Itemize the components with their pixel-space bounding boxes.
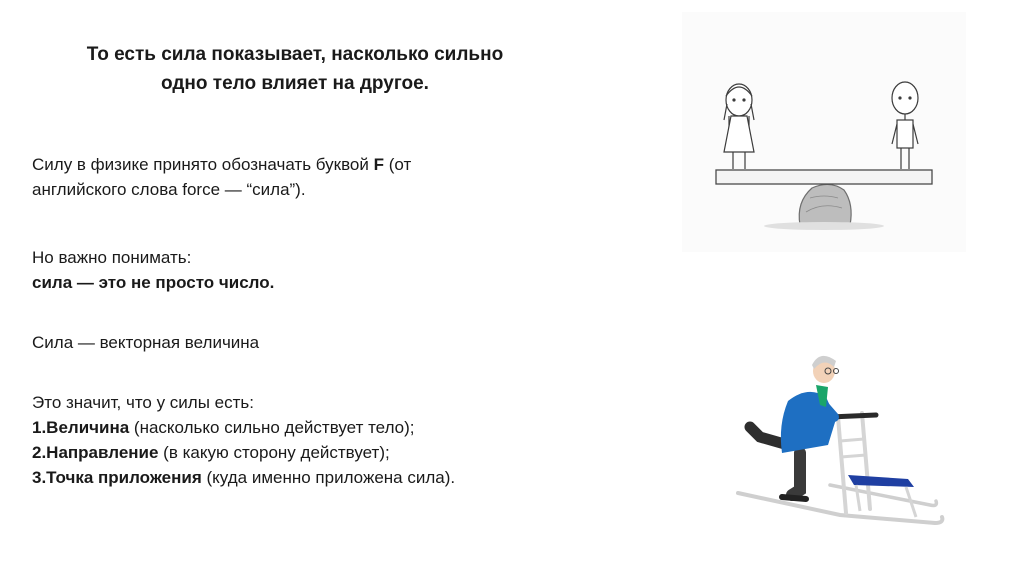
rock-shadow <box>764 222 884 230</box>
list-item-term: 2.Направление <box>32 443 159 462</box>
kick-sled-drawing <box>730 345 970 540</box>
force-notation-paragraph <box>32 152 592 202</box>
list-item <box>32 465 592 490</box>
list-item-desc: (в какую сторону действует); <box>158 443 390 462</box>
title-line-2: одно тело влияет на другое. <box>161 73 429 94</box>
p1-text-post: (от <box>384 155 412 174</box>
important-paragraph <box>32 245 592 295</box>
vector-quantity-paragraph: Сила — векторная величина <box>32 333 260 352</box>
p2-line-1: Но важно понимать: <box>32 248 192 267</box>
p1-letter-f: F <box>373 155 385 174</box>
person-front-leg <box>792 453 800 495</box>
seesaw-plank <box>716 170 932 184</box>
list-item-desc: (насколько сильно действует тело); <box>129 418 415 437</box>
sled-uprights <box>838 413 870 513</box>
seesaw-drawing <box>682 12 966 252</box>
list-item-desc: (куда именно приложена сила). <box>201 468 456 487</box>
p2-line-2: сила — это не просто число. <box>32 273 275 292</box>
seesaw-illustration <box>682 12 966 252</box>
list-item-term: 3.Точка приложения <box>32 468 202 487</box>
p1-line-2: английского слова force — “сила”). <box>32 180 306 199</box>
rock-shape <box>799 184 851 225</box>
list-item <box>32 415 592 440</box>
list-intro: Это значит, что у силы есть: <box>32 393 254 412</box>
slide-title <box>40 40 550 98</box>
force-properties-list <box>32 390 592 490</box>
sled-seat <box>848 475 914 487</box>
list-item-term: 1.Величина <box>32 418 130 437</box>
title-line-1: То есть сила показывает, насколько сильно <box>86 44 504 65</box>
p1-text-pre: Силу в физике принято обозначать буквой <box>32 155 374 174</box>
kick-sled-illustration <box>730 345 970 540</box>
girl-figure <box>724 84 754 169</box>
boy-figure <box>892 82 918 169</box>
list-item <box>32 440 592 465</box>
person-coat <box>781 392 836 453</box>
